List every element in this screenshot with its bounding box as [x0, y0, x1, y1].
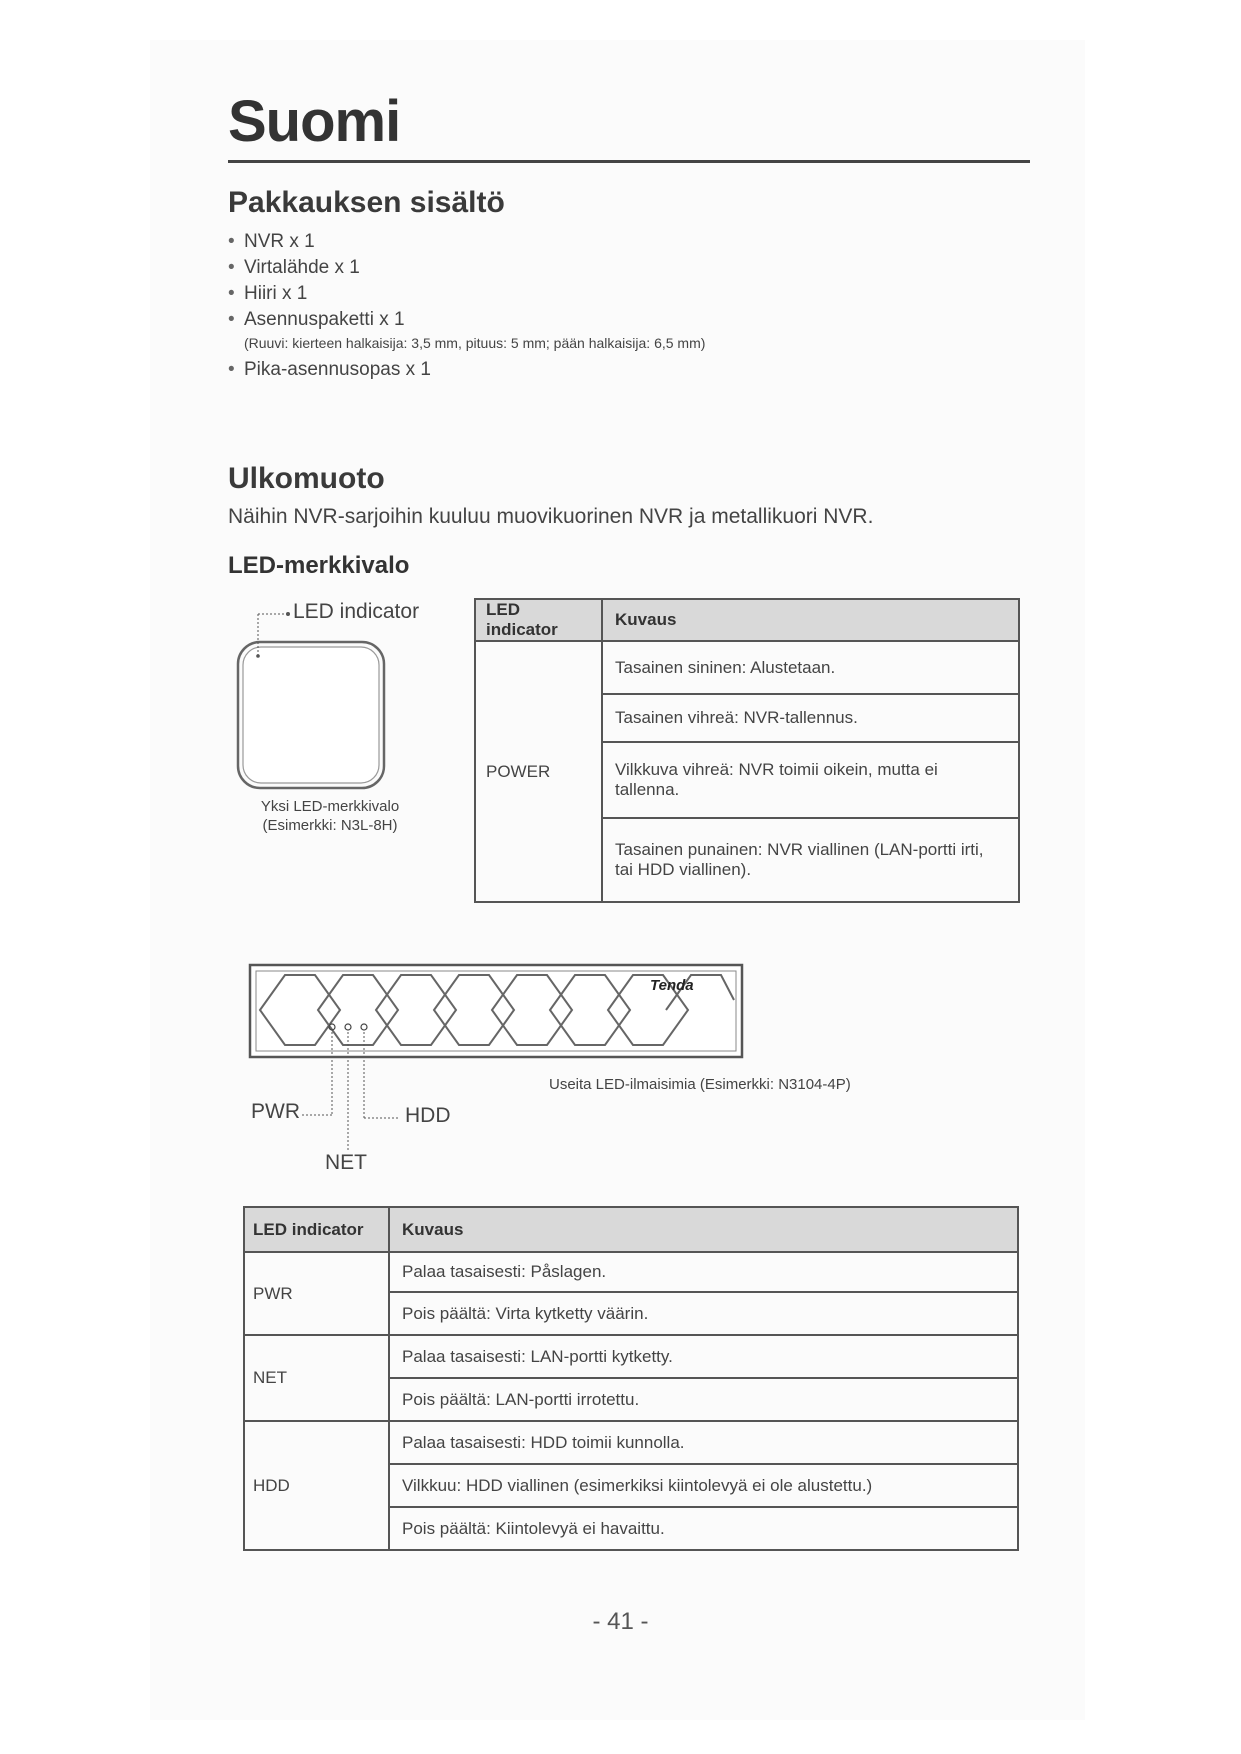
list-item: • Asennuspaketti x 1 — [228, 307, 705, 333]
table-cell: Pois päältä: Kiintolevyä ei havaittu. — [389, 1507, 1018, 1550]
table-cell: Pois päältä: Virta kytketty väärin. — [389, 1292, 1018, 1335]
table-cell: Tasainen vihreä: NVR-tallennus. — [602, 694, 1019, 742]
screw-note: (Ruuvi: kierteen halkaisija: 3,5 mm, pituus: 5 mm; pään halkaisija: 6,5 mm) — [244, 335, 706, 351]
list-item: • Hiiri x 1 — [228, 281, 705, 307]
led-heading: LED-merkkivalo — [228, 552, 410, 579]
appearance-intro: Näihin NVR-sarjoihin kuuluu muovikuorinen NVR ja metallikuori NVR. — [228, 505, 874, 528]
table1-col-description: Kuvaus — [602, 599, 1019, 641]
appearance-heading: Ulkomuoto — [228, 462, 385, 495]
table2-col-indicator: LED indicator — [244, 1207, 389, 1252]
list-item: • Pika-asennusopas x 1 — [228, 357, 705, 383]
multi-led-caption: Useita LED-ilmaisimia (Esimerkki: N3104-4P) — [549, 1076, 851, 1093]
table-cell: Palaa tasaisesti: HDD toimii kunnolla. — [389, 1421, 1018, 1464]
brand-logo: Tenda — [650, 977, 694, 994]
multi-led-device-illustration — [240, 960, 760, 1180]
table-cell: Vilkkuu: HDD viallinen (esimerkiksi kiintolevyä ei ole alustettu.) — [389, 1464, 1018, 1507]
title-divider — [228, 160, 1030, 163]
table-cell: Tasainen sininen: Alustetaan. — [602, 641, 1019, 694]
single-led-caption: Yksi LED-merkkivalo (Esimerkki: N3L-8H) — [260, 798, 400, 834]
table2-indicator-net: NET — [244, 1335, 389, 1421]
table2-indicator-pwr: PWR — [244, 1252, 389, 1335]
table2-col-description: Kuvaus — [389, 1207, 1018, 1252]
led-table-multi — [243, 1206, 1019, 1551]
table-cell: Tasainen punainen: NVR viallinen (LAN-portti irti, tai HDD viallinen). — [602, 818, 1019, 902]
table-cell: Palaa tasaisesti: Påslagen. — [389, 1252, 1018, 1292]
list-item: • NVR x 1 — [228, 229, 705, 255]
list-item: • Virtalähde x 1 — [228, 255, 705, 281]
page-number: - 41 - — [592, 1608, 649, 1635]
table-cell: Pois päältä: LAN-portti irrotettu. — [389, 1378, 1018, 1421]
table1-indicator-power: POWER — [475, 641, 602, 902]
pwr-callout: PWR — [251, 1100, 300, 1123]
page-title: Suomi — [228, 89, 401, 154]
single-led-device-illustration — [228, 600, 428, 800]
table-cell: Vilkkuva vihreä: NVR toimii oikein, mutta ei tallenna. — [602, 742, 1019, 818]
table-cell: Palaa tasaisesti: LAN-portti kytketty. — [389, 1335, 1018, 1378]
led-table-single — [474, 598, 1020, 903]
package-contents-list — [228, 229, 705, 383]
table2-indicator-hdd: HDD — [244, 1421, 389, 1550]
hdd-callout: HDD — [405, 1104, 451, 1127]
led-indicator-callout: LED indicator — [293, 600, 420, 623]
net-callout: NET — [325, 1151, 367, 1174]
table1-col-indicator: LED indicator — [475, 599, 602, 641]
package-contents-heading: Pakkauksen sisältö — [228, 186, 505, 219]
